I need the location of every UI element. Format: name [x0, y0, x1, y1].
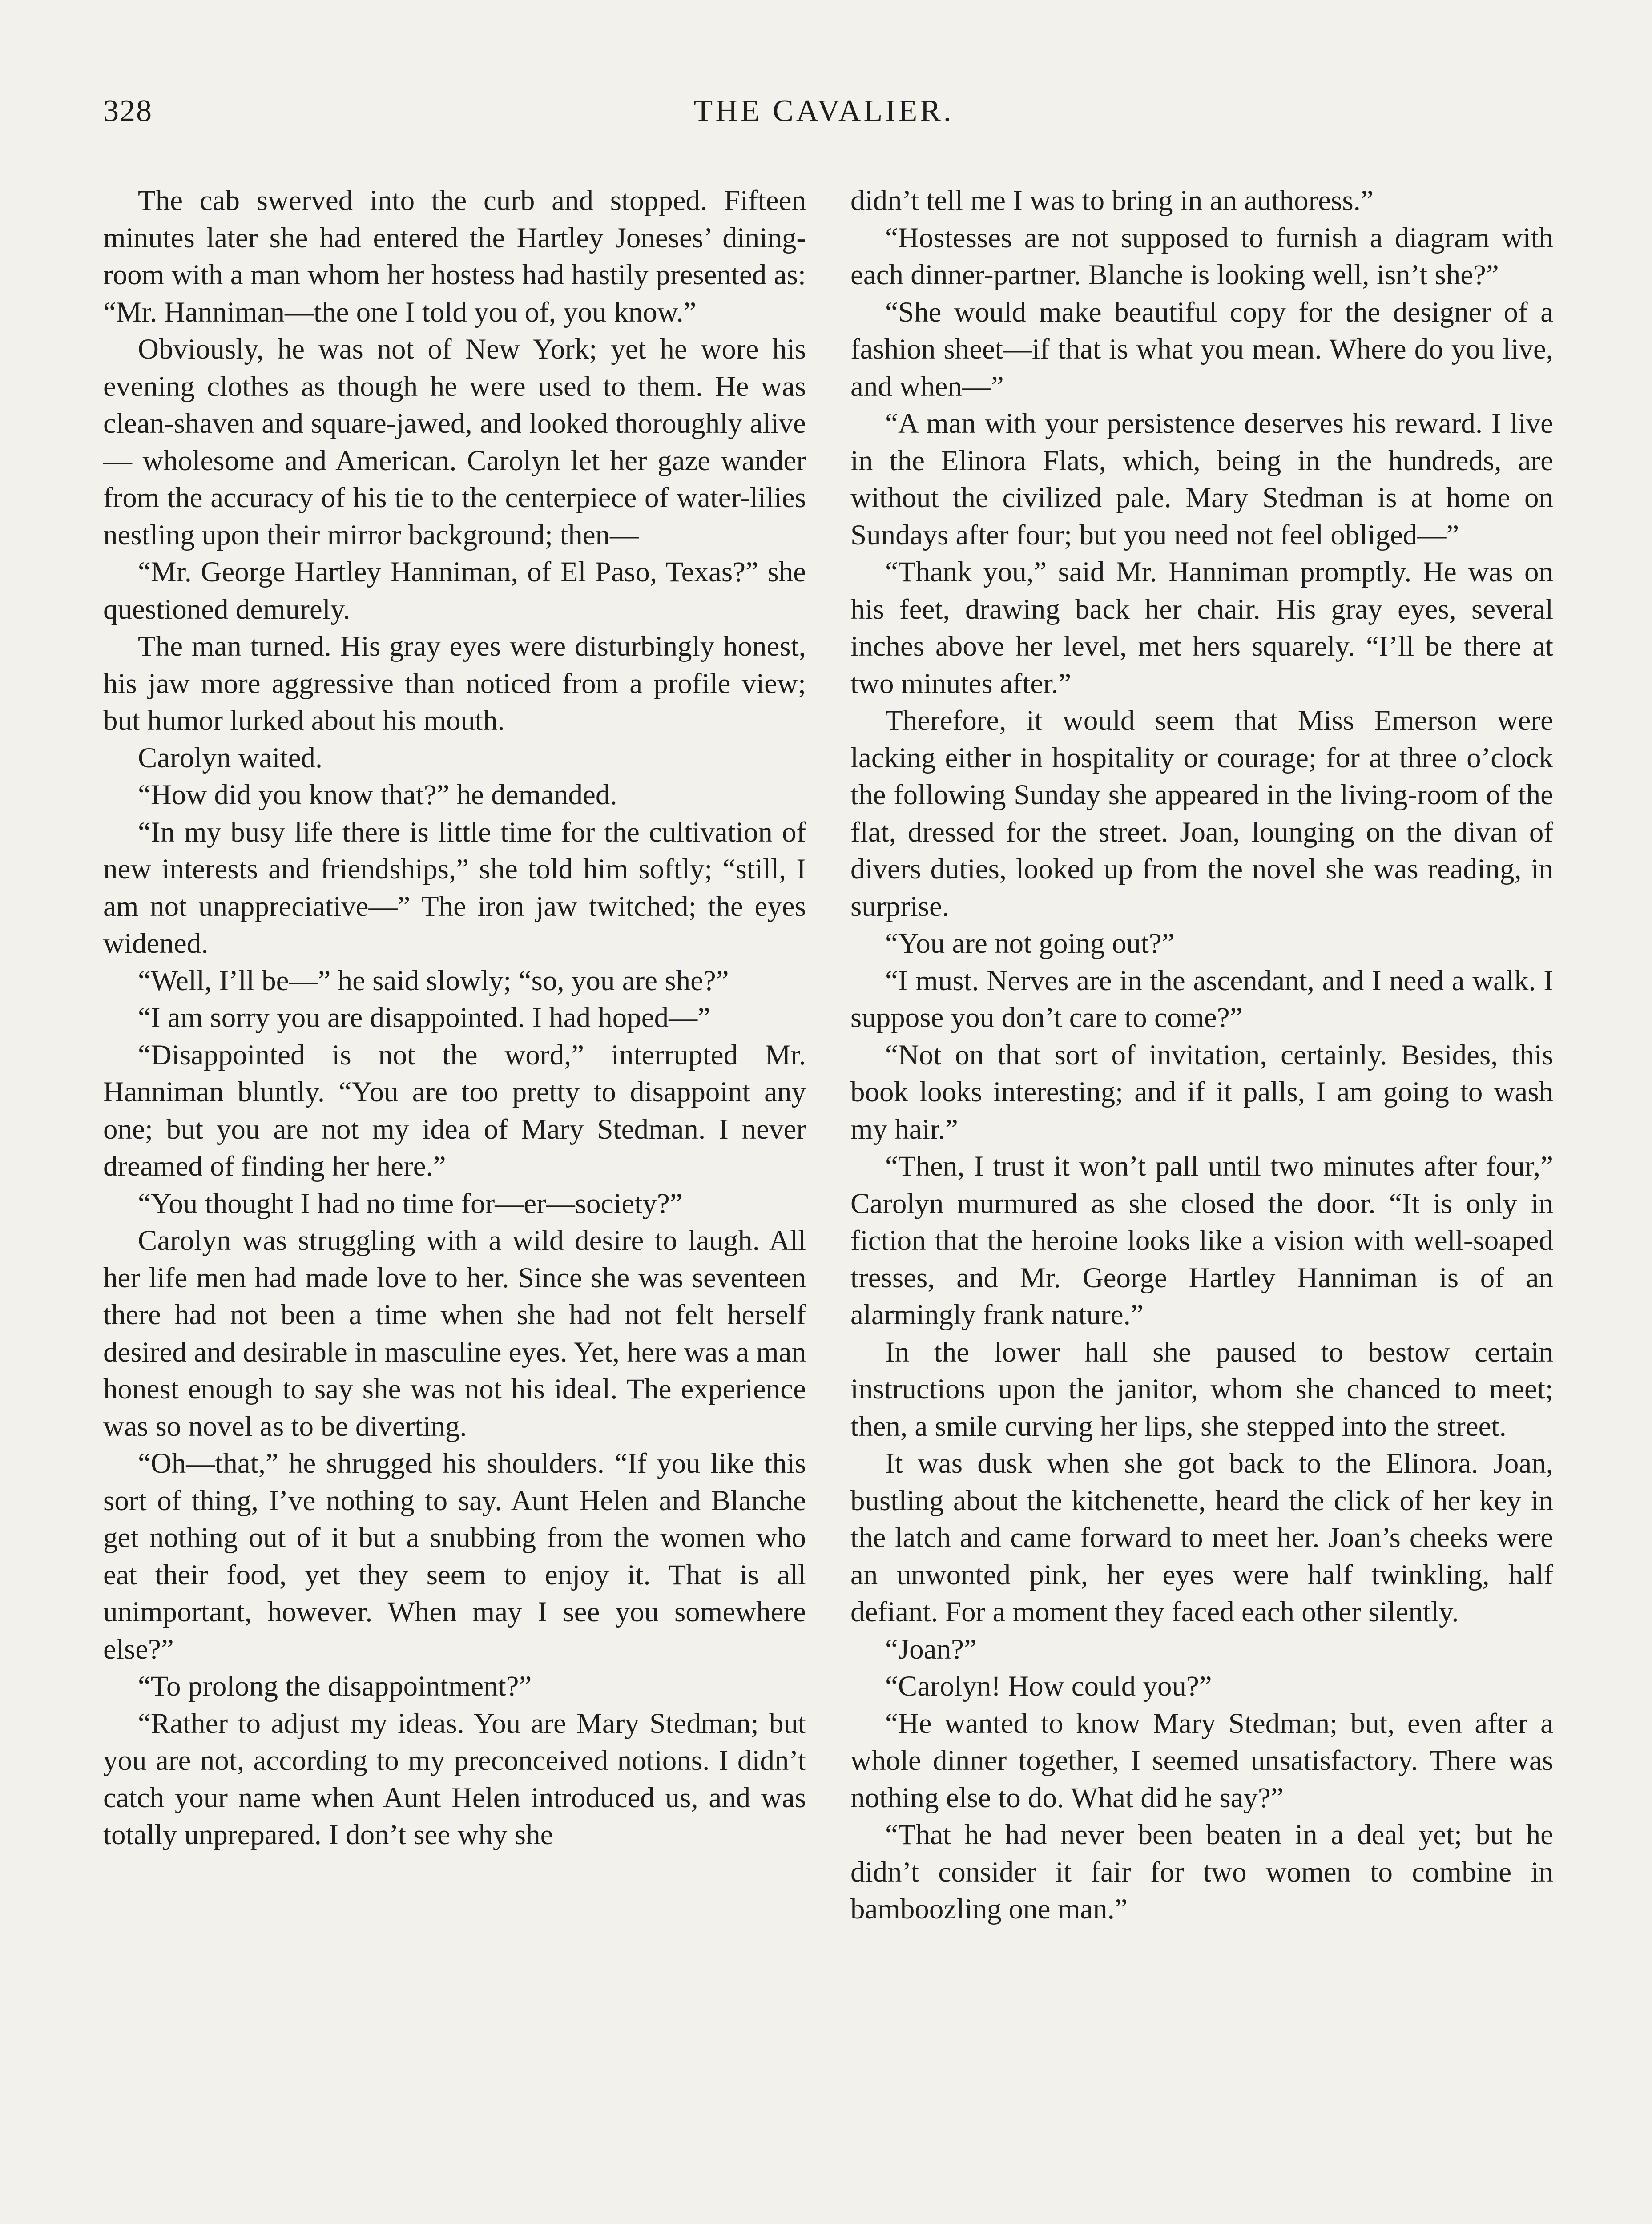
left-column — [103, 182, 806, 2224]
paragraph: “She would make beautiful copy for the designer of a fashion sheet—if that is what you mean. Where do you live, and when—” — [850, 296, 1553, 403]
paragraph: Therefore, it would seem that Miss Emerson were lacking either in hospitality or courage; for at three o’clock the following Sunday she appeared in the living-room of the flat, dressed for the street. Joan, lounging on the divan of divers duties, looked up from the novel she was reading, in surprise. — [850, 705, 1553, 923]
running-title: THE CAVALIER. — [693, 94, 954, 128]
paragraph: “Disappointed is not the word,” interrupted Mr. Hanniman bluntly. “You are too pretty to disappoint any one; but you are not my idea of Mary Stedman. I never dreamed of finding her here.” — [103, 1039, 806, 1182]
paragraph: “Hostesses are not supposed to furnish a diagram with each dinner-partner. Blanche is looking well, isn’t she?” — [850, 222, 1553, 291]
paragraph: Carolyn waited. — [138, 741, 323, 774]
paragraph: “I must. Nerves are in the ascendant, and I need a walk. I suppose you don’t care to come?” — [850, 964, 1553, 1034]
paragraph: The man turned. His gray eyes were disturbingly honest, his jaw more aggressive than noticed from a profile view; but humor lurked about his mouth. — [103, 630, 806, 737]
paragraph: “You thought I had no time for—er—society?” — [138, 1187, 683, 1220]
paragraph: “In my busy life there is little time for the cultivation of new interests and friendships,” she told him softly; “still, I am not unappreciative—” The iron jaw twitched; the eyes widened. — [103, 816, 806, 959]
paragraph: “Then, I trust it won’t pall until two minutes after four,” Carolyn murmured as she closed the door. “It is only in fiction that the heroine looks like a vision with well-soaped tresses, and Mr. George Hartley Hanniman is of an alarmingly frank nature.” — [850, 1150, 1553, 1331]
paragraph: Carolyn was struggling with a wild desire to laugh. All her life men had made love to her. Since she was seventeen there had not been a time when she had not felt herself desired and desirable in masculine eyes. Yet, here was a man honest enough to say she was not his ideal. The experience was so novel as to be diverting. — [103, 1225, 806, 1442]
paragraph: “To prolong the disappointment?” — [138, 1670, 532, 1702]
right-column — [850, 182, 1553, 2224]
paragraph: “Well, I’ll be—” he said slowly; “so, you are she?” — [138, 964, 729, 997]
paragraph: “You are not going out?” — [885, 927, 1175, 959]
paragraph: “He wanted to know Mary Stedman; but, even after a whole dinner together, I seemed unsatisfactory. There was nothing else to do. What did he say?” — [850, 1707, 1553, 1814]
page-number: 328 — [103, 94, 153, 128]
paragraph: “A man with your persistence deserves his reward. I live in the Elinora Flats, which, being in the hundreds, are without the civilized pale. Mary Stedman is at home on Sundays after four; but you need not feel obliged—” — [850, 407, 1553, 551]
paragraph: “I am sorry you are disappointed. I had hoped—” — [138, 1002, 710, 1034]
paragraph: “Rather to adjust my ideas. You are Mary Stedman; but you are not, according to my preconceived notions. I didn’t catch your name when Aunt Helen introduced us, and was totally unprepared. I don’t see why she — [103, 1707, 806, 1851]
paragraph: In the lower hall she paused to bestow certain instructions upon the janitor, whom she chanced to meet; then, a smile curving her lips, she stepped into the street. — [850, 1336, 1553, 1442]
paragraph: It was dusk when she got back to the Elinora. Joan, bustling about the kitchenette, heard the click of her key in the latch and came forward to meet her. Joan’s cheeks were an unwonted pink, her eyes were half twinkling, half defiant. For a moment they faced each other silently. — [850, 1447, 1553, 1628]
paragraph: The cab swerved into the curb and stopped. Fifteen minutes later she had entered the Hartley Joneses’ dining-room with a man whom her hostess had hastily presented as: “Mr. Hanniman—the one I told you of, you know.” — [103, 185, 806, 328]
paragraph: “Oh—that,” he shrugged his shoulders. “If you like this sort of thing, I’ve nothing to say. Aunt Helen and Blanche get nothing out of it but a snubbing from the women who eat their food, yet they seem to enjoy it. That is all unimportant, however. When may I see you somewhere else?” — [103, 1447, 806, 1665]
paragraph: didn’t tell me I was to bring in an authoress.” — [850, 185, 1374, 217]
paragraph: Obviously, he was not of New York; yet he wore his evening clothes as though he were used to them. He was clean-shaven and square-jawed, and looked thoroughly alive— wholesome and American. Carolyn let her gaze wander from the accuracy of his tie to the centerpiece of water-lilies nestling upon their mirror background; then— — [103, 333, 806, 551]
paragraph: “Not on that sort of invitation, certainly. Besides, this book looks interesting; and if it palls, I am going to wash my hair.” — [850, 1039, 1553, 1145]
paragraph: “How did you know that?” he demanded. — [138, 779, 617, 811]
paragraph: “Joan?” — [885, 1633, 977, 1665]
page-header — [103, 93, 1544, 142]
paragraph: “Carolyn! How could you?” — [885, 1670, 1212, 1702]
paragraph: “That he had never been beaten in a deal yet; but he didn’t consider it fair for two women to combine in bamboozling one man.” — [850, 1819, 1553, 1925]
paragraph: “Mr. George Hartley Hanniman, of El Paso, Texas?” she questioned demurely. — [103, 556, 806, 625]
paragraph: “Thank you,” said Mr. Hanniman promptly. He was on his feet, drawing back her chair. His gray eyes, several inches above her level, met hers squarely. “I’ll be there at two minutes after.” — [850, 556, 1553, 700]
